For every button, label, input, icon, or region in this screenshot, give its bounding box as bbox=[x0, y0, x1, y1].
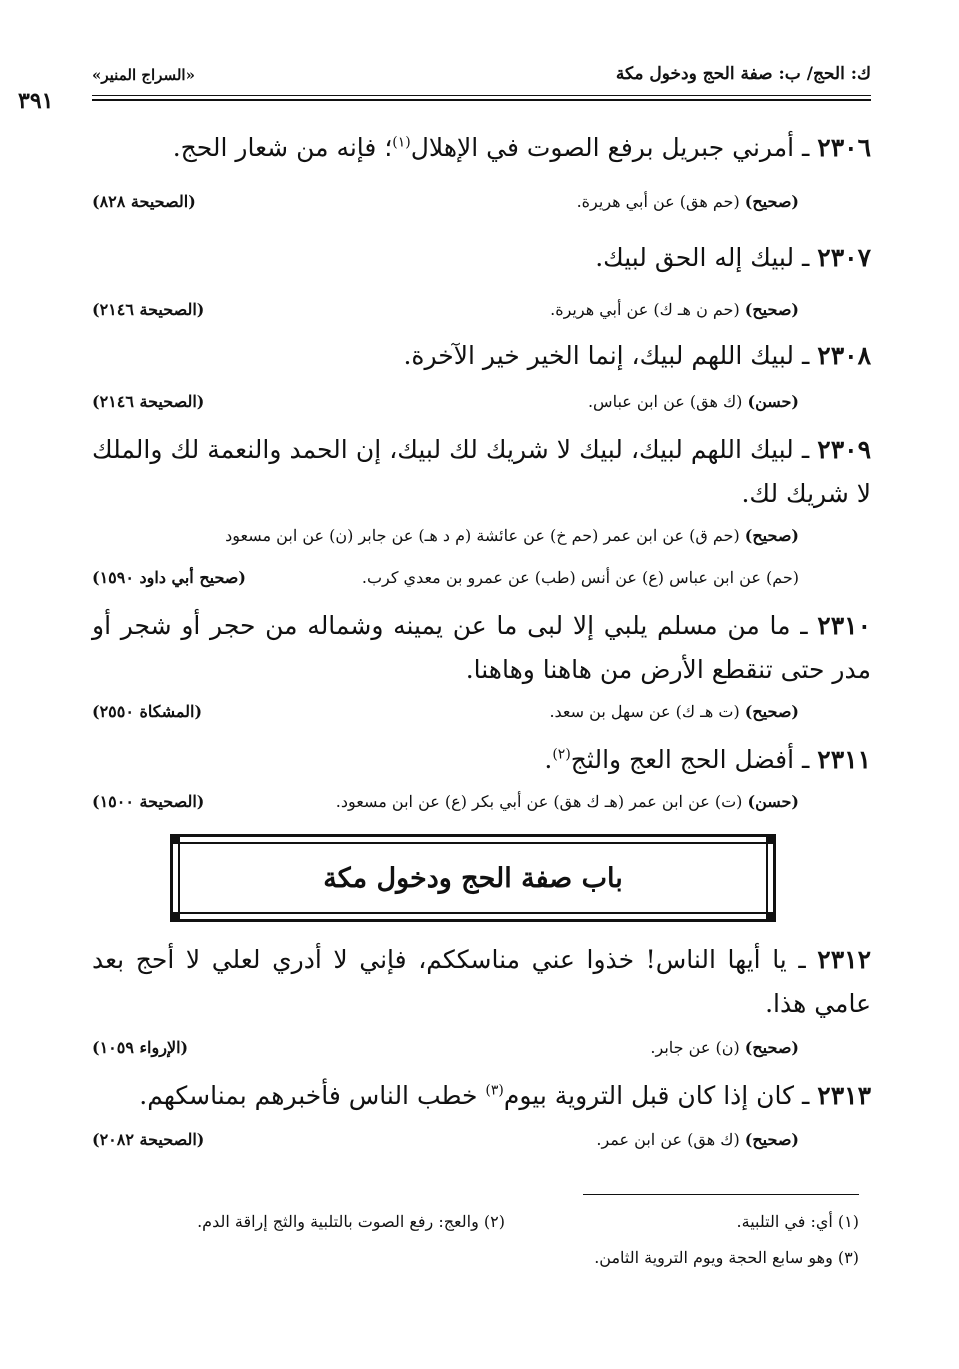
hadith-source: (ت هـ ك) عن سهل بن سعد. bbox=[549, 702, 740, 721]
box-corner-ornament bbox=[170, 834, 180, 844]
hadith-number: ٢٣٠٩ bbox=[817, 435, 871, 464]
hadith-text: ٢٣١٣ ـ كان إذا كان قبل التروية بيوم$^{(٣)}$ خطب الناس فأخبرهم بمناسكهم. bbox=[139, 1081, 871, 1110]
hadith-source-row bbox=[92, 392, 799, 411]
hadith-reference: (الصحيحة ٢١٤٦) bbox=[92, 392, 205, 411]
hadith-2309 bbox=[92, 428, 871, 516]
hadith-grade: (صحيح) bbox=[744, 1130, 799, 1149]
hadith-source: (حم ق) عن ابن عمر (حم خ) عن عائشة (م د هـ) عن جابر (ن) عن ابن مسعود bbox=[225, 526, 740, 545]
chapter-heading-box bbox=[170, 834, 776, 922]
hadith-source: (ك هق) عن ابن عمر. bbox=[596, 1130, 740, 1149]
footnote-mark: (١) bbox=[837, 1212, 859, 1231]
hadith-matn-cont: خطب الناس فأخبرهم بمناسكهم. bbox=[139, 1081, 486, 1110]
running-header-chapter: ك: الحج/ ب: صفة الحج ودخول مكة bbox=[615, 64, 871, 84]
hadith-2306 bbox=[92, 126, 871, 170]
footnote-marker: (٣) bbox=[485, 1082, 504, 1099]
hadith-number: ٢٣١٢ bbox=[817, 945, 871, 974]
hadith-source-row bbox=[92, 1038, 799, 1057]
hadith-source-row bbox=[92, 568, 799, 587]
hadith-grade: (صحيح) bbox=[744, 192, 799, 211]
hadith-source: (حم هق) عن أبي هريرة. bbox=[576, 192, 740, 211]
header-rule-thick bbox=[92, 99, 871, 101]
box-corner-ornament bbox=[766, 912, 776, 922]
hadith-source-row bbox=[92, 702, 799, 721]
footnote-mark: (٢) bbox=[483, 1212, 505, 1231]
hadith-grade: (صحيح) bbox=[744, 526, 799, 545]
hadith-source: (ت) عن ابن عمر (هـ ك هق) عن أبي بكر (ع) عن ابن مسعود. bbox=[335, 792, 743, 811]
footnote-marker: (١) bbox=[392, 134, 411, 151]
hadith-reference: (الصحيحة ٢٠٨٢) bbox=[92, 1130, 205, 1149]
hadith-source: (ك هق) عن ابن عباس. bbox=[587, 392, 743, 411]
hadith-number: ٢٣١١ bbox=[817, 745, 871, 774]
hadith-matn: يا أيها الناس! خذوا عني مناسككم، فإني لا أدري لعلي لا أحج بعد عامي هذا. bbox=[92, 945, 871, 1018]
footnote-text: أي: في التلبية. bbox=[736, 1212, 833, 1231]
footnote-mark: (٣) bbox=[837, 1248, 859, 1267]
hadith-number: ٢٣٠٦ bbox=[817, 133, 871, 162]
footnote-1 bbox=[737, 1212, 859, 1231]
hadith-matn: كان إذا كان قبل التروية بيوم bbox=[503, 1081, 795, 1110]
hadith-reference: (الإرواء ١٠٥٩) bbox=[92, 1038, 189, 1057]
footnote-3 bbox=[594, 1248, 859, 1267]
box-corner-ornament bbox=[766, 834, 776, 844]
hadith-text: ٢٣٠٨ ـ لبيك اللهم لبيك، إنما الخير خير الآخرة. bbox=[403, 341, 871, 370]
hadith-text: ٢٣١١ ـ أفضل الحج العج والثج$^{(٢)}$. bbox=[544, 745, 871, 774]
hadith-reference: (صحيح أبي داود ١٥٩٠) bbox=[92, 568, 246, 587]
chapter-title: باب صفة الحج ودخول مكة bbox=[178, 842, 768, 914]
hadith-matn: لبيك اللهم لبيك، لبيك لا شريك لك لبيك، إن الحمد والنعمة لك والملك لا شريك لك. bbox=[92, 435, 871, 508]
hadith-source: (حم) عن ابن عباس (ع) عن أنس (طب) عن عمرو بن معدي كرب. bbox=[361, 568, 799, 587]
hadith-text: ٢٣١٠ ـ ما من مسلم يلبي إلا لبى ما عن يمينه وشماله من حجر أو شجر أو مدر حتى تنقطع الأرض من هاهنا وهاهنا. bbox=[92, 611, 871, 684]
hadith-number: ٢٣٠٨ bbox=[817, 341, 871, 370]
hadith-source-row bbox=[92, 792, 799, 811]
hadith-reference: (الصحيحة ٢١٤٦) bbox=[92, 300, 205, 319]
hadith-reference: (الصحيحة ٨٢٨) bbox=[92, 192, 196, 211]
hadith-matn-cont: . bbox=[544, 745, 553, 774]
hadith-reference: (الصحيحة ١٥٠٠) bbox=[92, 792, 205, 811]
hadith-number: ٢٣١٠ bbox=[817, 611, 871, 640]
hadith-matn: أمرني جبريل برفع الصوت في الإهلال bbox=[410, 133, 795, 162]
hadith-text: ٢٣١٢ ـ يا أيها الناس! خذوا عني مناسككم، فإني لا أدري لعلي لا أحج بعد عامي هذا. bbox=[92, 945, 871, 1018]
hadith-matn: لبيك إله الحق لبيك. bbox=[595, 243, 795, 272]
hadith-grade: (حسن) bbox=[747, 392, 799, 411]
footnote-marker: (٢) bbox=[552, 746, 571, 763]
hadith-grade: (صحيح) bbox=[744, 300, 799, 319]
hadith-matn-cont: ؛ فإنه من شعار الحج. bbox=[172, 133, 393, 162]
hadith-source-row bbox=[92, 1130, 799, 1149]
hadith-grade: (حسن) bbox=[747, 792, 799, 811]
hadith-text: ٢٣٠٧ ـ لبيك إله الحق لبيك. bbox=[595, 243, 871, 272]
running-header-book-title: «السراج المنير» bbox=[92, 66, 195, 84]
footnote-text: والعج: رفع الصوت بالتلبية والثج إراقة الدم. bbox=[197, 1212, 479, 1231]
hadith-source: (حم ن هـ ك) عن أبي هريرة. bbox=[550, 300, 740, 319]
hadith-matn: ما من مسلم يلبي إلا لبى ما عن يمينه وشماله من حجر أو شجر أو مدر حتى تنقطع الأرض من هاهنا وهاهنا. bbox=[92, 611, 871, 684]
box-corner-ornament bbox=[170, 912, 180, 922]
hadith-text: ٢٣٠٩ ـ لبيك اللهم لبيك، لبيك لا شريك لك لبيك، إن الحمد والنعمة لك والملك لا شريك لك. bbox=[92, 435, 871, 508]
hadith-text: ٢٣٠٦ ـ أمرني جبريل برفع الصوت في الإهلال$^{(١)}$؛ فإنه من شعار الحج. bbox=[172, 133, 871, 162]
hadith-source-row bbox=[92, 192, 799, 211]
hadith-2308 bbox=[92, 334, 871, 378]
hadith-reference: (المشكاة ٢٥٥٠) bbox=[92, 702, 203, 721]
hadith-2312 bbox=[92, 938, 871, 1026]
header-rule-thin bbox=[92, 95, 871, 96]
footnote-2 bbox=[197, 1212, 505, 1231]
hadith-source-row bbox=[92, 300, 799, 319]
hadith-number: ٢٣٠٧ bbox=[817, 243, 871, 272]
page-number: ٣٩١ bbox=[18, 88, 54, 114]
hadith-source: (ن) عن جابر. bbox=[650, 1038, 740, 1057]
hadith-source-line-1 bbox=[92, 526, 799, 545]
hadith-matn: لبيك اللهم لبيك، إنما الخير خير الآخرة. bbox=[403, 341, 795, 370]
hadith-2310 bbox=[92, 604, 871, 692]
footnote-text: وهو سابع الحجة ويوم التروية الثامن. bbox=[594, 1248, 833, 1267]
hadith-grade: (صحيح) bbox=[744, 702, 799, 721]
hadith-grade: (صحيح) bbox=[744, 1038, 799, 1057]
footnote-separator bbox=[583, 1194, 859, 1195]
hadith-2311 bbox=[92, 738, 871, 782]
hadith-matn: أفضل الحج العج والثج bbox=[570, 745, 795, 774]
hadith-2307 bbox=[92, 236, 871, 280]
hadith-2313 bbox=[92, 1074, 871, 1118]
hadith-number: ٢٣١٣ bbox=[817, 1081, 871, 1110]
